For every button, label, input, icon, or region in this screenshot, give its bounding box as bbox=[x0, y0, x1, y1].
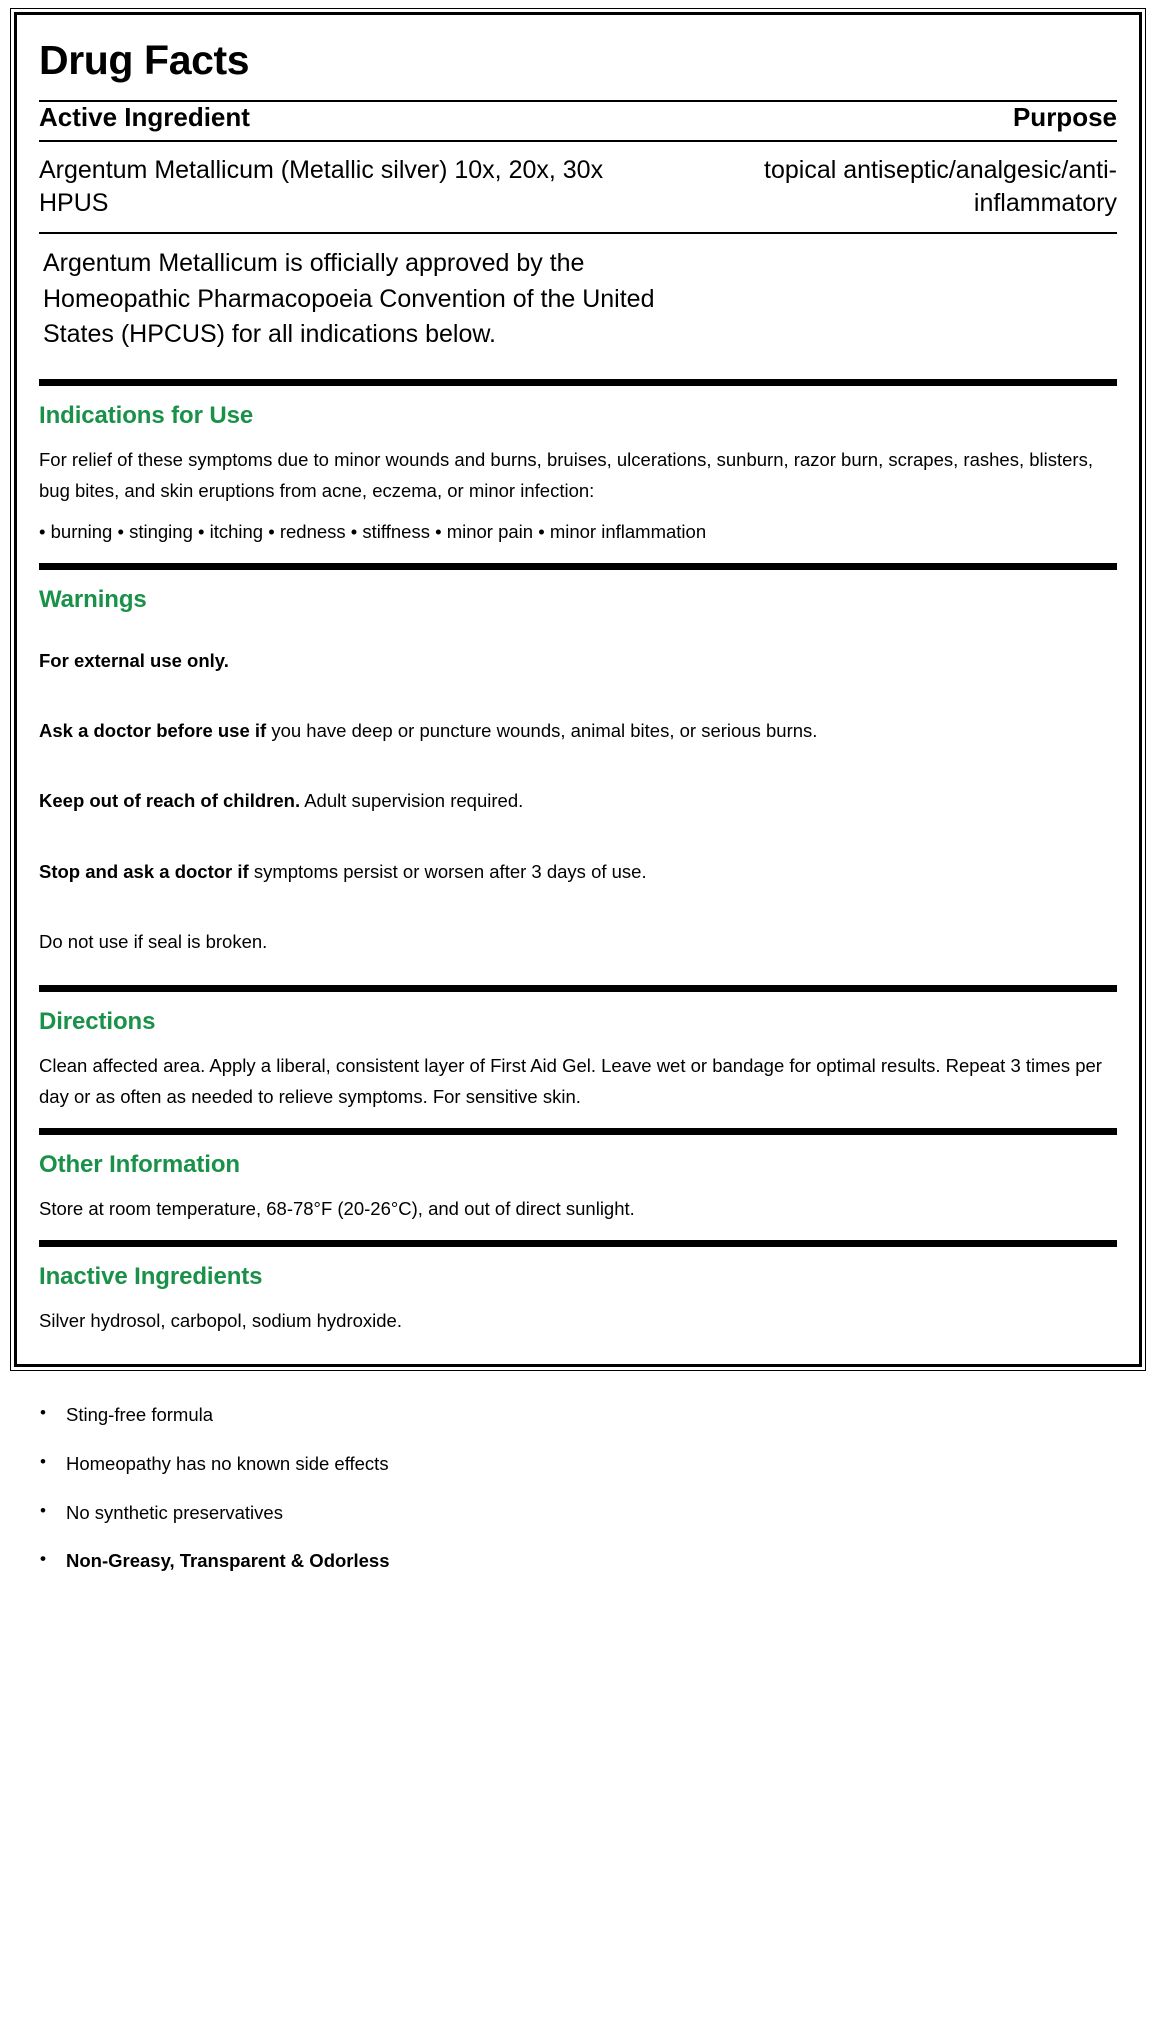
warning-item-rest: Do not use if seal is broken. bbox=[39, 930, 268, 952]
divider-above-indications bbox=[39, 379, 1117, 386]
warning-item bbox=[39, 786, 1117, 838]
list-item: • Sting-free formula bbox=[40, 1401, 1146, 1450]
hpcus-approval-statement: Argentum Metallicum is officially approved by the Homeopathic Pharmacopoeia Convention of the United States (HPCUS) for all indications below. bbox=[43, 249, 655, 349]
divider-above-other-information bbox=[39, 1128, 1117, 1135]
purpose-column-header: Purpose bbox=[1012, 102, 1117, 133]
warning-item-rest: symptoms persist or worsen after 3 days of use. bbox=[248, 860, 647, 882]
divider-above-directions bbox=[39, 985, 1117, 992]
indications-symptoms-list: • burning • stinging • itching • redness • stiffness • minor pain • minor inflammation bbox=[39, 520, 707, 542]
list-item: • Homeopathy has no known side effects bbox=[40, 1450, 1146, 1499]
warning-item-rest: you have deep or puncture wounds, animal bites, or serious burns. bbox=[266, 720, 818, 742]
warning-item-lead: Stop and ask a doctor if bbox=[39, 860, 249, 882]
warning-item bbox=[39, 716, 1117, 768]
warning-item-lead: Ask a doctor before use if bbox=[39, 720, 267, 742]
inactive-ingredients-text: Silver hydrosol, carbopol, sodium hydroxide. bbox=[39, 1309, 402, 1331]
list-item: • No synthetic preservatives bbox=[40, 1499, 1146, 1548]
product-features-list bbox=[10, 1371, 1146, 1596]
other-information-text: Store at room temperature, 68-78°F (20-26°C), and out of direct sunlight. bbox=[39, 1197, 635, 1219]
warning-item-lead: For external use only. bbox=[39, 650, 229, 672]
purpose-value: topical antiseptic/analgesic/anti-inflammatory bbox=[764, 156, 1117, 218]
divider-above-warnings bbox=[39, 563, 1117, 570]
section-heading-indications: Indications for Use bbox=[39, 401, 254, 429]
divider-above-inactive-ingredients bbox=[39, 1240, 1117, 1247]
active-ingredient-row bbox=[39, 142, 1117, 232]
warning-item bbox=[39, 857, 1117, 909]
section-heading-other-information: Other Information bbox=[39, 1150, 240, 1178]
active-ingredient-header-row bbox=[39, 102, 1117, 140]
warnings-list bbox=[39, 646, 1117, 966]
active-ingredient-value: Argentum Metallicum (Metallic silver) 10x, 20x, 30x HPUS bbox=[39, 156, 604, 218]
active-ingredient-column-header: Active Ingredient bbox=[39, 102, 250, 133]
warning-item-rest: Adult supervision required. bbox=[300, 790, 524, 812]
warning-item bbox=[39, 927, 1117, 967]
section-heading-warnings: Warnings bbox=[39, 585, 147, 613]
indications-intro-text: For relief of these symptoms due to minor wounds and burns, bruises, ulcerations, sunburn, razor burn, scrapes, rashes, blisters, bug bites, and skin eruptions from acne, eczema, or minor infection: bbox=[39, 448, 1093, 501]
section-heading-inactive-ingredients: Inactive Ingredients bbox=[39, 1262, 263, 1290]
drug-facts-outer-frame bbox=[10, 8, 1146, 1371]
list-item: • Non-Greasy, Transparent & Odorless bbox=[40, 1547, 1146, 1596]
warning-item bbox=[39, 646, 1117, 698]
warning-item-lead: Keep out of reach of children. bbox=[39, 790, 301, 812]
directions-text: Clean affected area. Apply a liberal, consistent layer of First Aid Gel. Leave wet or bandage for optimal results. Repeat 3 times per day or as often as needed to relieve symptoms. For sensitive skin. bbox=[39, 1054, 1102, 1107]
page-title: Drug Facts bbox=[39, 37, 250, 83]
section-heading-directions: Directions bbox=[39, 1007, 156, 1035]
drug-facts-panel bbox=[14, 12, 1142, 1367]
